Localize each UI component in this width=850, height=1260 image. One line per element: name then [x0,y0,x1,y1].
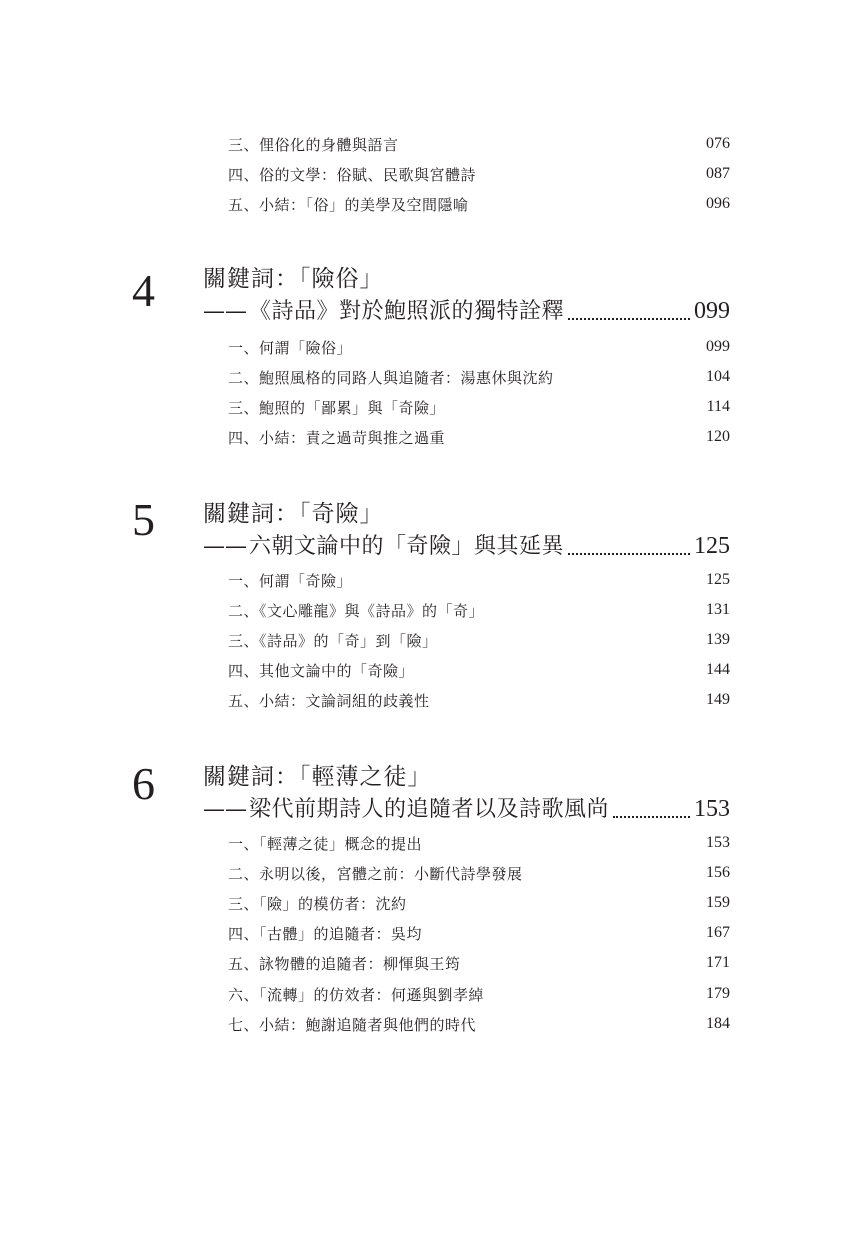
toc-entry [228,567,730,593]
chapter-subtitle-line [203,792,730,824]
toc-entry-page: 179 [706,985,730,1002]
toc-entry [228,364,730,390]
toc-entry-label: 三、《詩品》的「奇」到「險」 [228,631,438,650]
chapter-page: 125 [694,533,730,559]
toc-entry-label: 一、「輕薄之徒」概念的提出 [228,834,423,853]
toc-entry-page: 125 [706,571,730,588]
toc-entry [228,890,730,916]
toc-entry [228,334,730,360]
chapter-subtitle-line [203,529,730,561]
toc-entry [228,981,730,1007]
chapter-page: 153 [694,796,730,822]
chapter-subtitle: 梁代前期詩人的追隨者以及詩歌風尚 [249,797,610,822]
toc-entry-label: 二、《文心雕龍》與《詩品》的「奇」 [228,601,485,620]
toc-entry-label: 四、其他文論中的「奇險」 [228,661,415,680]
toc-entry [228,830,730,856]
chapter-page: 099 [694,298,730,324]
dot-leader [568,318,690,320]
toc-entry-page: 139 [706,631,730,648]
toc-entry-page: 096 [706,195,730,212]
toc-entry-page: 087 [706,165,730,182]
toc-entry [228,161,730,187]
chapter-subtitle: 《詩品》對於鮑照派的獨特詮釋 [249,299,565,324]
chapter-subtitle-line [203,294,730,326]
dot-leader [568,553,690,555]
toc-entry-page: 171 [706,954,730,971]
toc-entry-page: 156 [706,864,730,881]
chapter-number: 5 [132,494,155,545]
toc-entry-label: 二、鮑照風格的同路人與追隨者：湯惠休與沈約 [228,368,554,387]
chapter-title: 關鍵詞：「險俗」 [203,266,384,292]
toc-entry-page: 167 [706,924,730,941]
toc-entry [228,860,730,886]
dot-leader [613,816,690,818]
toc-entry-label: 三、鮑照的「鄙累」與「奇險」 [228,398,446,417]
toc-entry [228,687,730,713]
toc-entry-label: 四、「古體」的追隨者：吳均 [228,924,423,943]
toc-entry-page: 131 [706,601,730,618]
toc-entry [228,627,730,653]
toc-entry-page: 120 [706,428,730,445]
toc-entry [228,920,730,946]
toc-entry-label: 三、「險」的模仿者：沈約 [228,894,407,913]
toc-entry-page: 076 [706,135,730,152]
toc-entry [228,394,730,420]
chapter-title: 關鍵詞：「輕薄之徒」 [203,764,432,790]
toc-entry [228,424,730,450]
toc-entry [228,191,730,217]
toc-entry-label: 三、俚俗化的身體與語言 [228,135,399,154]
toc-entry [228,950,730,976]
toc-entry-page: 184 [706,1015,730,1032]
toc-entry-page: 114 [706,398,730,415]
toc-entry-label: 七、小結：鮑謝追隨者與他們的時代 [228,1015,477,1034]
toc-entry-label: 一、何謂「奇險」 [228,571,353,590]
toc-entry-label: 二、永明以後，宮體之前：小斷代詩學發展 [228,864,523,883]
em-dash: —— [203,534,247,559]
chapter-title: 關鍵詞：「奇險」 [203,501,384,527]
toc-entry-label: 一、何謂「險俗」 [228,338,353,357]
toc-entry-page: 159 [706,894,730,911]
toc-entry-label: 五、小結：「俗」的美學及空間隱喻 [228,195,469,214]
toc-entry-page: 104 [706,368,730,385]
em-dash: —— [203,299,247,324]
chapter-number: 4 [132,265,155,316]
chapter-number: 6 [132,758,155,809]
toc-entry-label: 四、小結：責之過苛與推之過重 [228,428,446,447]
toc-entry-page: 144 [706,661,730,678]
toc-entry-label: 四、俗的文學：俗賦、民歌與宮體詩 [228,165,477,184]
em-dash: —— [203,797,247,822]
chapter-subtitle: 六朝文論中的「奇險」與其延異 [249,534,565,559]
toc-entry-label: 六、「流轉」的仿效者：何遜與劉孝綽 [228,985,485,1004]
toc-entry [228,657,730,683]
toc-entry [228,131,730,157]
toc-entry-label: 五、詠物體的追隨者：柳惲與王筠 [228,954,461,973]
toc-entry [228,597,730,623]
toc-entry-page: 149 [706,691,730,708]
toc-entry-page: 099 [706,338,730,355]
toc-entry [228,1011,730,1037]
toc-entry-label: 五、小結：文論詞組的歧義性 [228,691,430,710]
toc-entry-page: 153 [706,834,730,851]
